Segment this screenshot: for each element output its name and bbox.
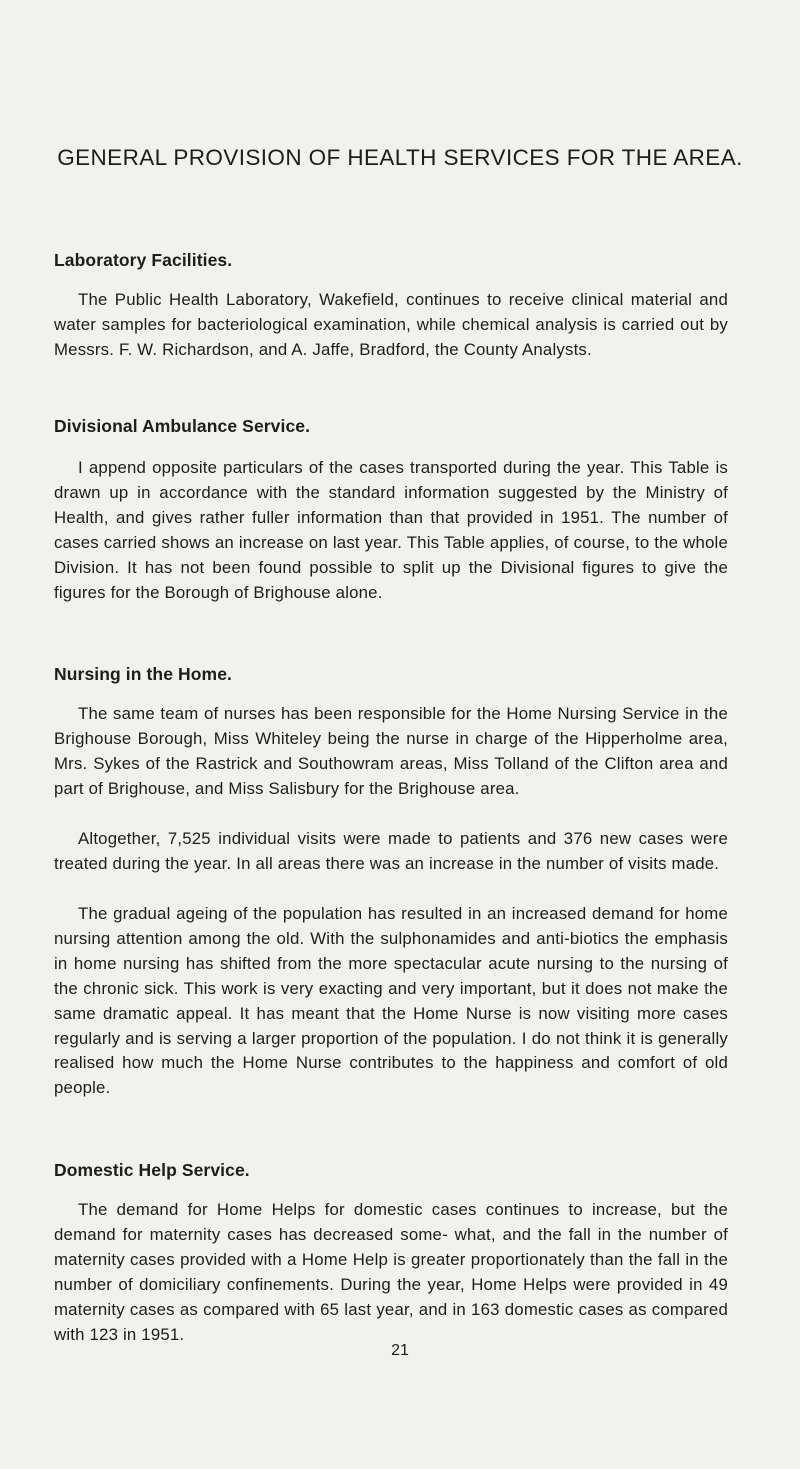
section-heading-domestic-help-service: Domestic Help Service. — [54, 1160, 250, 1180]
paragraph-divisional-ambulance-service: I append opposite particulars of the cases transported during the year. This Table is drawn up in accordance with the standard information suggested by the Ministry of Health, and gives rather fuller information than that provided in 1951. The number of cases carried shows an increase on last year. This Table applies, of course, to the whole Division. It has not been found possible to split up the Divisional figures to give the figures for the Borough of Brighouse alone. — [54, 458, 728, 602]
paragraph-nursing-ageing-population: The gradual ageing of the population has resulted in an increased demand for home nursing attention among the old. With the sulphonamides and anti-biotics the emphasis in home nursing has shifted from the more spectacular acute nursing to the nursing of the chronic sick. This work is very exacting and very important, but it does not make the same dramatic appeal. It has meant that the Home Nurse is now visiting more cases regularly and is serving a larger proportion of the population. I do not think it is generally realised how much the Home Nurse contributes to the happiness and comfort of old people. — [54, 904, 728, 1098]
section-heading-divisional-ambulance-service: Divisional Ambulance Service. — [54, 416, 311, 436]
page-number: 21 — [391, 1342, 409, 1359]
paragraph-nursing-visits: Altogether, 7,525 individual visits were made to patients and 376 new cases were treated during the year. In all areas there was an increase in the number of visits made. — [54, 829, 728, 873]
paragraph-nursing-team: The same team of nurses has been responsible for the Home Nursing Service in the Brighouse Borough, Miss Whiteley being the nurse in charge of the Hipperholme area, Mrs. Sykes of the Rastrick and Southowram areas, Miss Tolland of the Clifton area and part of Brighouse, and Miss Salisbury for the Brighouse area. — [54, 704, 728, 798]
page-title: GENERAL PROVISION OF HEALTH SERVICES FOR THE AREA. — [57, 145, 743, 170]
paragraph-laboratory-facilities: The Public Health Laboratory, Wakefield, continues to receive clinical material and water samples for bacteriological examination, while chemical analysis is carried out by Messrs. F. W. Richardson, and A. Jaffe, Bradford, the County Analysts. — [54, 290, 728, 359]
section-heading-nursing-in-the-home: Nursing in the Home. — [54, 664, 232, 684]
section-heading-laboratory-facilities: Laboratory Facilities. — [54, 250, 233, 270]
paragraph-domestic-help-service: The demand for Home Helps for domestic cases continues to increase, but the demand for maternity cases has decreased some- what, and the fall in the number of maternity cases provided with a Home Help is greater proportionately than the fall in the number of domiciliary confinements. During the year, Home Helps were provided in 49 maternity cases as compared with 65 last year, and in 163 domestic cases as compared with 123 in 1951. — [54, 1200, 728, 1344]
